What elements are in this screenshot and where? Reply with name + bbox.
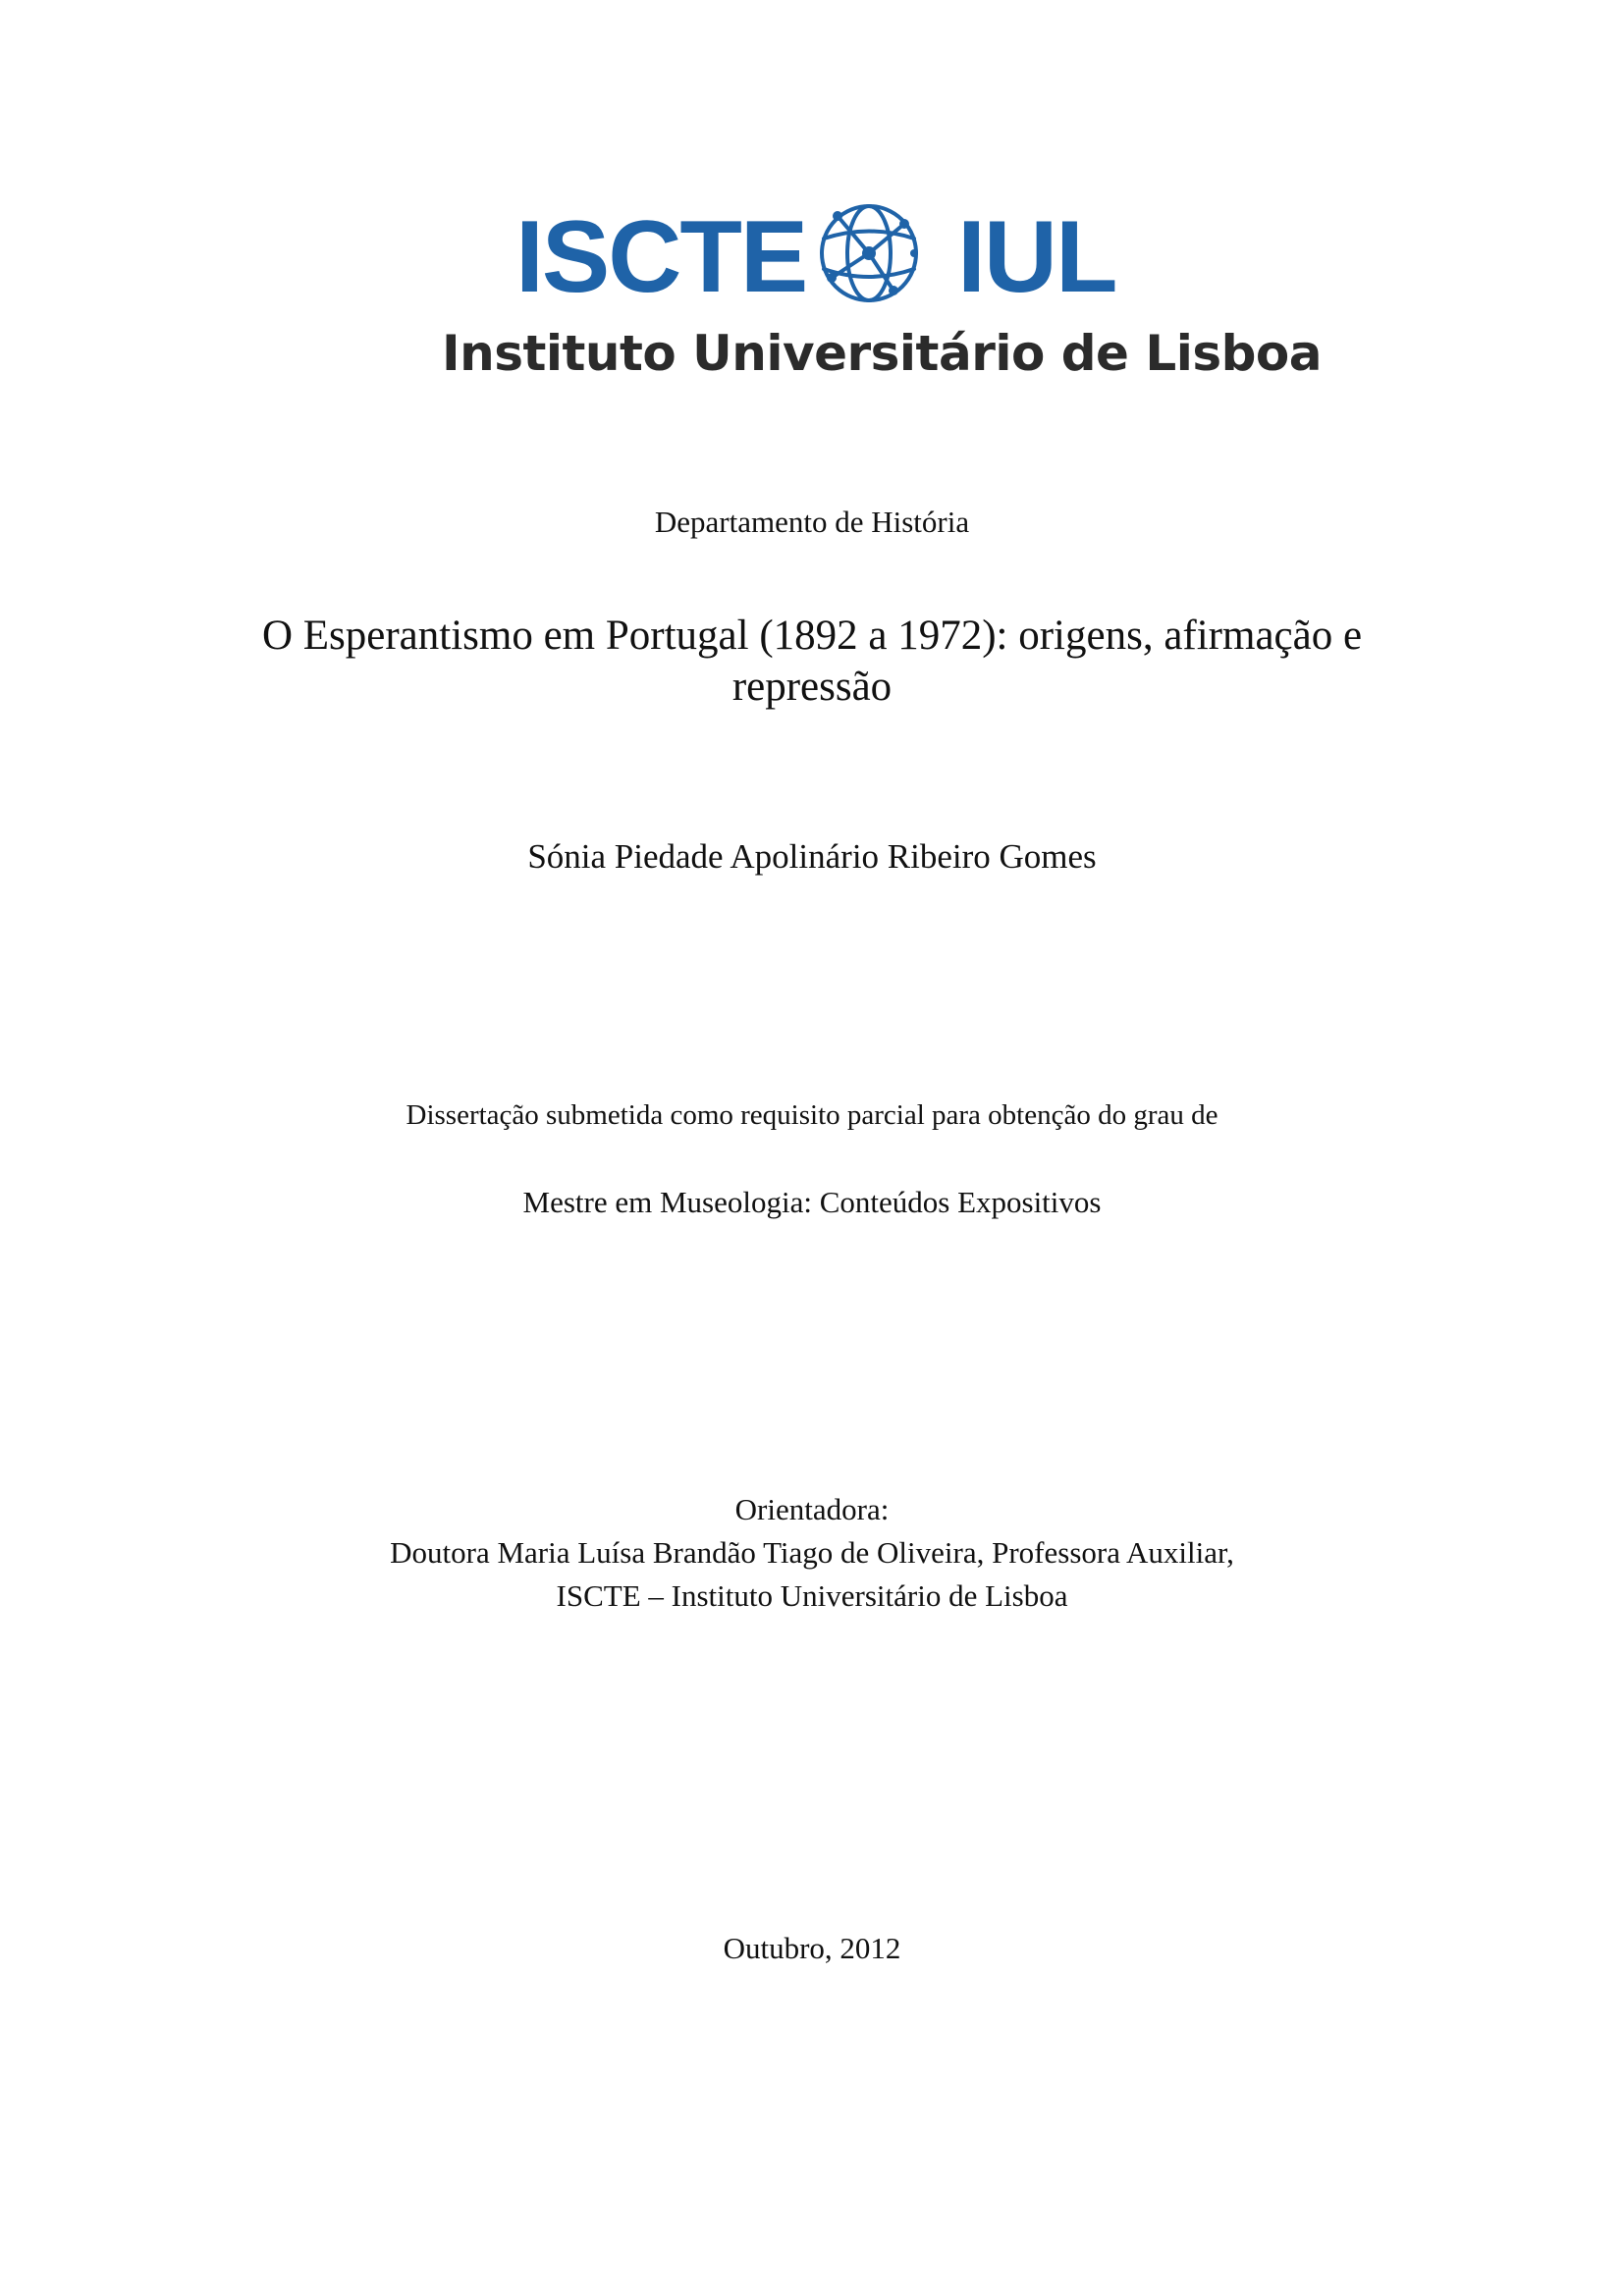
logo-mark <box>515 200 1124 329</box>
author-name: Sónia Piedade Apolinário Ribeiro Gomes <box>527 837 1097 876</box>
submission-date: Outubro, 2012 <box>723 1931 901 1965</box>
advisor-label: Orientadora: <box>734 1492 890 1526</box>
advisor-institution: ISCTE – Instituto Universitário de Lisboa <box>556 1578 1068 1613</box>
submission-statement: Dissertação submetida como requisito parcial para obtenção do grau de <box>406 1099 1218 1131</box>
logo-word-iul: IUL <box>957 200 1116 314</box>
logo-word-iscte: ISCTE <box>515 200 807 314</box>
degree-name: Mestre em Museologia: Conteúdos Expositivos <box>522 1185 1102 1219</box>
logo-subtitle: Instituto Universitário de Lisboa <box>442 325 1322 382</box>
institution-logo <box>0 196 1624 393</box>
globe-network-icon <box>810 194 928 312</box>
department: Departamento de História <box>654 505 970 539</box>
thesis-title: O Esperantismo em Portugal (1892 a 1972): origens, afirmação e repressão <box>261 613 1363 710</box>
advisor-name: Doutora Maria Luísa Brandão Tiago de Oliveira, Professora Auxiliar, <box>390 1535 1234 1570</box>
